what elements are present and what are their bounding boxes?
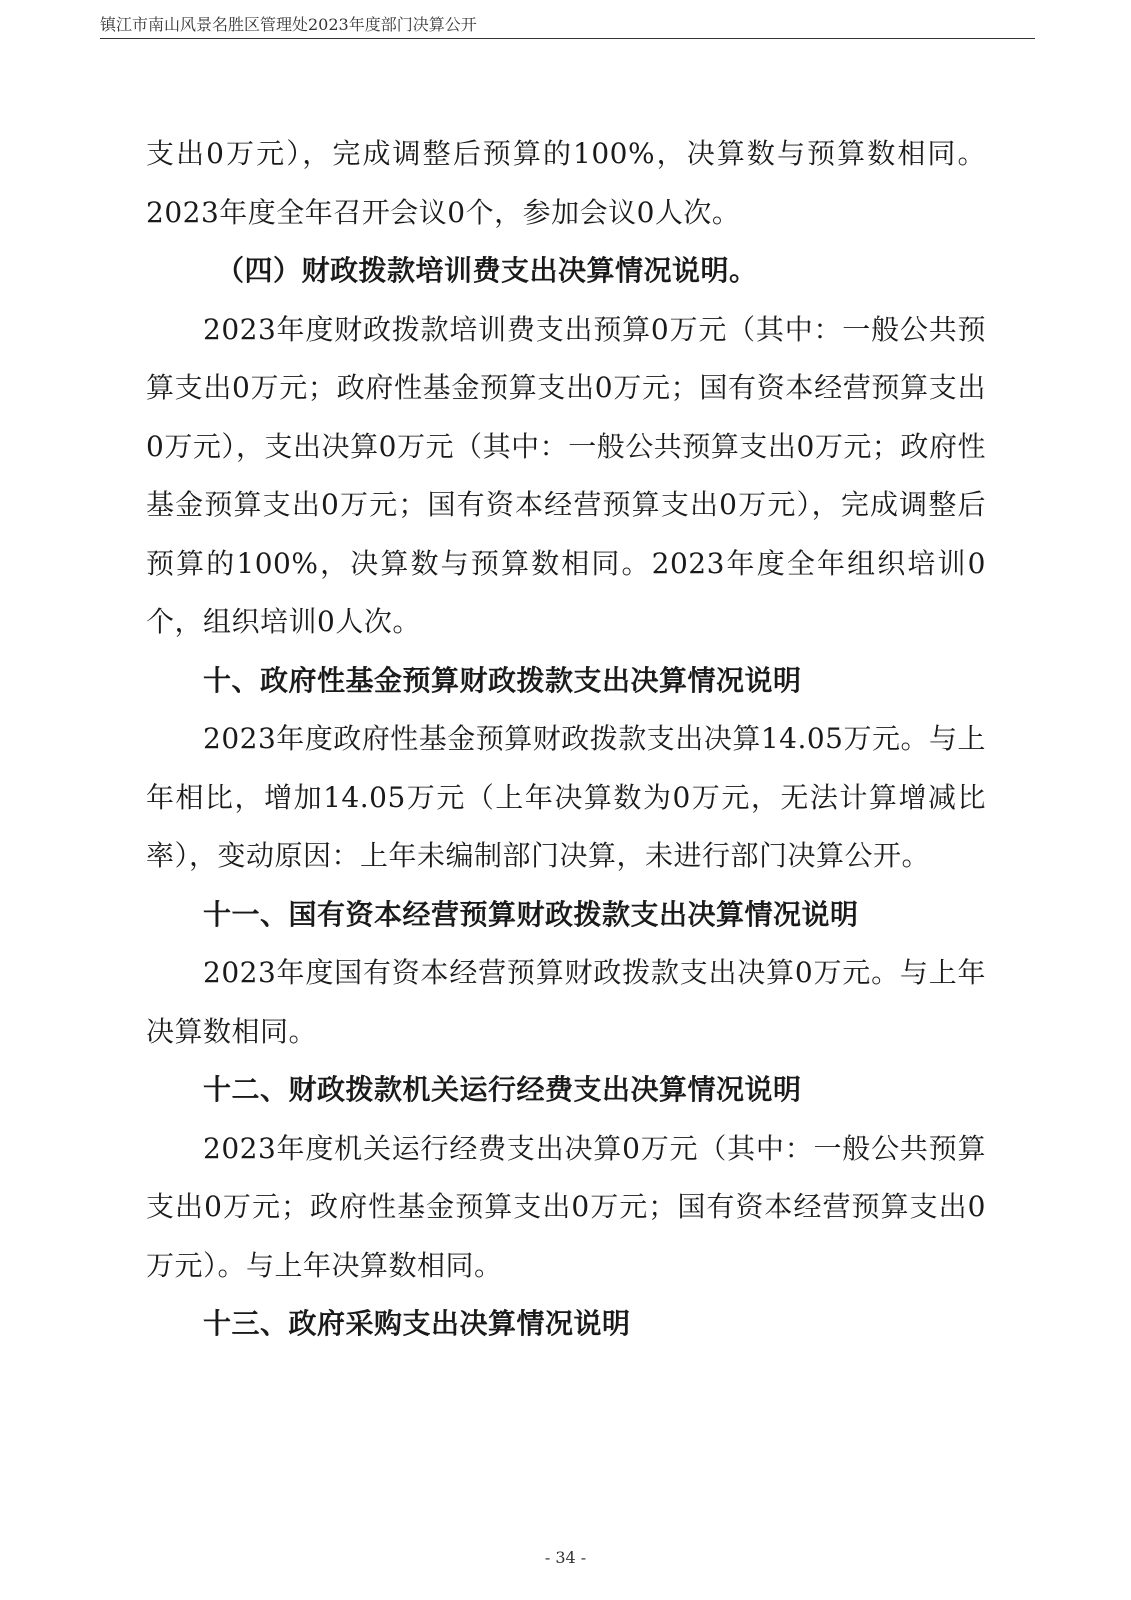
heading-operating-expenses: 十二、财政拨款机关运行经费支出决算情况说明 (203, 1073, 802, 1106)
paragraph-state-capital: 2023年度国有资本经营预算财政拨款支出决算0万元。与上年决算数相同。 (146, 956, 986, 1048)
heading-state-capital: 十一、国有资本经营预算财政拨款支出决算情况说明 (203, 897, 859, 931)
document-body (146, 125, 986, 1354)
heading-government-fund: 十、政府性基金预算财政拨款支出决算情况说明 (203, 663, 802, 697)
header-title: 镇江市南山风景名胜区管理处2023年度部门决算公开 (100, 15, 477, 34)
paragraph-government-fund: 2023年度政府性基金预算财政拨款支出决算14.05万元。与上年相比，增加14.05万元（上年决算数为0万元，无法计算增减比率），变动原因：上年未编制部门决算，未进行部门决算公开。 (146, 722, 986, 872)
paragraph-operating-expenses: 2023年度机关运行经费支出决算0万元（其中：一般公共预算支出0万元；政府性基金预算支出0万元；国有资本经营预算支出0万元）。与上年决算数相同。 (146, 1131, 986, 1282)
paragraph-meeting-continued: 支出0万元），完成调整后预算的100%，决算数与预算数相同。2023年度全年召开会议0个，参加会议0人次。 (146, 137, 986, 229)
page-header (100, 8, 1035, 39)
heading-training-expenses: （四）财政拨款培训费支出决算情况说明。 (216, 254, 758, 287)
heading-procurement: 十三、政府采购支出决算情况说明 (203, 1307, 631, 1340)
page-number: - 34 - (544, 1548, 587, 1567)
paragraph-training-expenses: 2023年度财政拨款培训费支出预算0万元（其中：一般公共预算支出0万元；政府性基金预算支出0万元；国有资本经营预算支出0万元），支出决算0万元（其中：一般公共预算支出0万元；政府性基金预算支出0万元；国有资本经营预算支出0万元），完成调整后预算的100%，决算数与预算数相同。2023年度全年组织培训0个，组织培训0人次。 (146, 312, 986, 638)
